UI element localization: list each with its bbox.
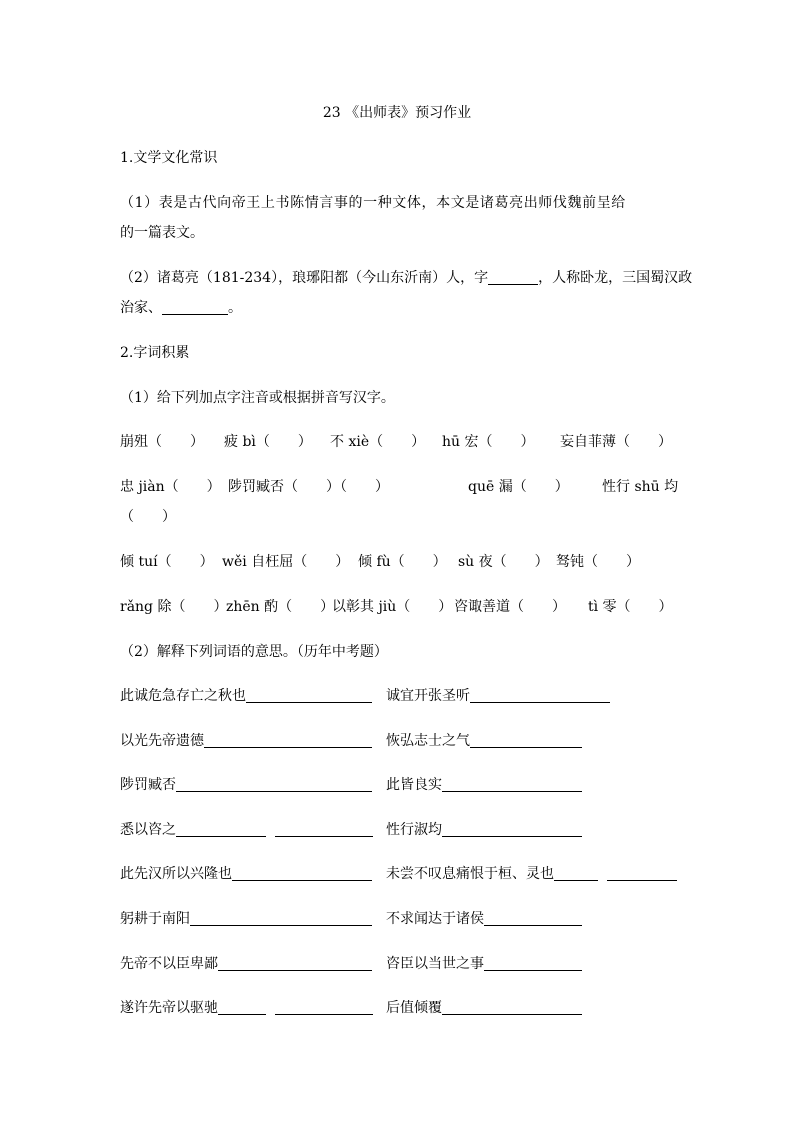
term: 咨臣以当世之事 [386, 956, 484, 972]
answer-blank[interactable] [232, 865, 372, 881]
q2-line1-text-b: ，人称卧龙，三国蜀汉政 [538, 270, 693, 286]
answer-blank[interactable] [218, 999, 266, 1015]
pinyin-item: 性行 shū 均 [602, 479, 679, 495]
pinyin-item: 倾 tuí（ ） [120, 554, 214, 570]
pinyin-item: quē 漏（ ） [468, 479, 569, 495]
answer-blank[interactable] [442, 821, 582, 837]
pinyin-item: 以彰其 jiù（ ） [332, 599, 453, 615]
term: 陟罚臧否 [120, 777, 176, 793]
answer-blank[interactable] [176, 821, 266, 837]
answer-blank[interactable] [275, 821, 373, 837]
pinyin-row-4 [120, 597, 680, 617]
pinyin-row-3 [120, 552, 680, 572]
term: 遂许先帝以驱驰 [120, 1000, 218, 1016]
q1-line1: （1）表是古代向帝王上书陈情言事的一种文体，本文是诸葛亮出师伐魏前呈给 [120, 195, 626, 211]
pinyin-item: hū 宏（ ） [442, 434, 535, 450]
answer-blank[interactable] [275, 999, 373, 1015]
definition-row [120, 954, 680, 974]
page-title: 23 《出师表》预习作业 [322, 105, 472, 121]
term: 性行淑均 [386, 822, 442, 838]
term: 此诚危急存亡之秋也 [120, 688, 246, 704]
definition-row [120, 998, 680, 1018]
pinyin-item: 咨诹善道（ ） [454, 599, 566, 615]
term: 恢弘志士之气 [386, 733, 470, 749]
definition-row [120, 864, 680, 884]
q2-line1-text-a: （2）诸葛亮（181-234），琅琊阳都（今山东沂南）人，字 [120, 270, 489, 286]
term: 后值倾覆 [386, 1000, 442, 1016]
q2-line1 [120, 268, 692, 288]
definition-row [120, 909, 680, 929]
definition-row [120, 775, 680, 795]
pinyin-item: sù 夜（ ） [458, 554, 549, 570]
q2-line2-text-a: 治家、 [120, 300, 162, 316]
pinyin-item: 倾 fù（ ） [358, 554, 447, 570]
pinyin-item: 疲 bì（ ） [224, 434, 312, 450]
answer-blank[interactable] [246, 687, 372, 703]
term: 此皆良实 [386, 777, 442, 793]
term: 此先汉所以兴隆也 [120, 866, 232, 882]
pinyin-item: rǎng 除（ ） [120, 599, 228, 615]
pinyin-row-1 [120, 432, 680, 452]
pinyin-item: 忠 jiàn（ ） [120, 479, 221, 495]
pinyin-item: 驽钝（ ） [556, 554, 640, 570]
answer-blank[interactable] [190, 910, 372, 926]
sub1-instruction: （1）给下列加点字注音或根据拼音写汉字。 [120, 390, 395, 406]
pinyin-item: 陟罚臧否（ ）（ ） [228, 479, 389, 495]
term: 以光先帝遗德 [120, 733, 204, 749]
term: 诚宜开张圣听 [386, 688, 470, 704]
answer-blank-zi[interactable] [488, 269, 538, 285]
answer-blank[interactable] [204, 732, 372, 748]
pinyin-item: tì 零（ ） [588, 599, 673, 615]
pinyin-item: 不 xiè（ ） [330, 434, 426, 450]
definition-row [120, 731, 680, 751]
answer-blank[interactable] [218, 955, 372, 971]
answer-blank[interactable] [607, 865, 677, 881]
definition-row [120, 820, 680, 840]
pinyin-item: 崩殂（ ） [120, 434, 204, 450]
answer-blank[interactable] [442, 776, 582, 792]
term: 未尝不叹息痛恨于桓、灵也 [386, 866, 554, 882]
sub2-instruction: （2）解释下列词语的意思。（历年中考题） [120, 644, 388, 660]
q2-line2 [120, 298, 242, 318]
q1-line2: 的一篇表文。 [120, 225, 204, 241]
pinyin-item: wěi 自枉屈（ ） [222, 554, 350, 570]
answer-blank[interactable] [554, 865, 598, 881]
answer-blank[interactable] [484, 955, 582, 971]
pinyin-row-2 [120, 477, 680, 497]
term: 悉以咨之 [120, 822, 176, 838]
term: 先帝不以臣卑鄙 [120, 956, 218, 972]
pinyin-item: 妄自菲薄（ ） [560, 434, 672, 450]
term: 不求闻达于诸侯 [386, 911, 484, 927]
section2-heading: 2.字词积累 [120, 345, 190, 361]
answer-blank[interactable] [470, 732, 582, 748]
answer-blank[interactable] [442, 999, 582, 1015]
definition-row [120, 686, 680, 706]
answer-blank-identity[interactable] [162, 299, 228, 315]
section1-heading: 1.文学文化常识 [120, 150, 218, 166]
q2-line2-text-b: 。 [228, 300, 242, 316]
answer-blank[interactable] [470, 687, 610, 703]
answer-blank[interactable] [484, 910, 582, 926]
pinyin-row-2-wrap: （ ） [120, 509, 176, 525]
term: 躬耕于南阳 [120, 911, 190, 927]
pinyin-item: zhēn 酌（ ） [226, 599, 335, 615]
answer-blank[interactable] [176, 776, 372, 792]
